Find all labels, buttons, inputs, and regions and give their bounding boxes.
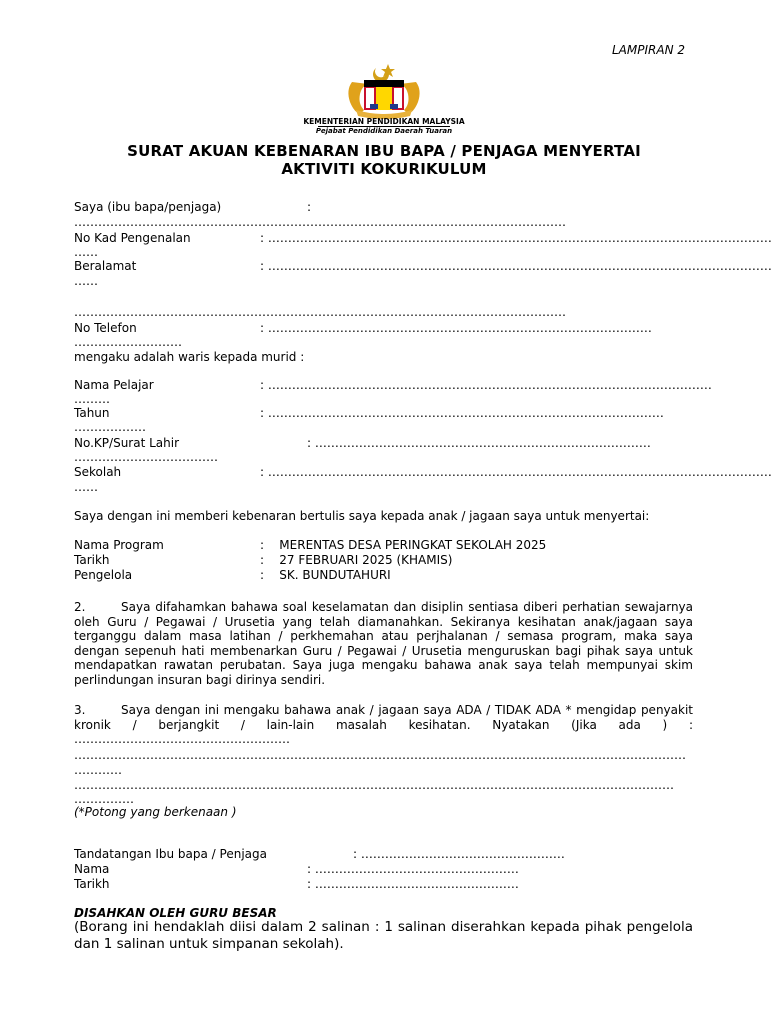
logo-office-text: Pejabat Pendidikan Daerah Tuaran <box>315 127 453 135</box>
appendix-label: LAMPIRAN 2 <box>612 43 685 57</box>
health-details-line-1-cont: ………… <box>74 763 122 777</box>
date-value: : 27 FEBRUARI 2025 (KHAMIS) <box>260 553 453 567</box>
address-field[interactable]: : ……………………………………………………………………………………………………………… <box>260 259 772 273</box>
health-details-line-2-cont: …………… <box>74 792 134 806</box>
guardian-name-colon: : <box>307 200 312 214</box>
paragraph-3 <box>74 703 693 747</box>
phone-field-cont: ……………………… <box>74 335 182 349</box>
year-field-cont: ……………… <box>74 420 146 434</box>
logo-ministry-text: KEMENTERIAN PENDIDIKAN MALAYSIA <box>303 117 465 126</box>
program-label: Nama Program <box>74 538 164 552</box>
year-label: Tahun <box>74 406 110 420</box>
signing-date-label: Tarikh <box>74 877 110 891</box>
address-field-cont: …… <box>74 274 98 288</box>
paragraph-3-text: Saya dengan ini mengaku bahawa anak / jagaan saya ADA / TIDAK ADA * mengidap penyakit kronik / berjangkit / lain-lain masalah kesihatan. Nyatakan (Jika ada ) : ……………………………………………… <box>74 703 693 747</box>
signer-name-field[interactable]: : …………………………………………… <box>307 862 519 876</box>
birth-cert-label: No.KP/Surat Lahir <box>74 436 180 450</box>
paragraph-2-number: 2. <box>74 600 86 614</box>
birth-cert-field-cont: ……………………………… <box>74 450 218 464</box>
address-field-line2[interactable]: …………………………………………………………………………………………………………… <box>74 305 566 319</box>
paragraph-2-text: Saya difahamkan bahawa soal keselamatan dan disiplin sentiasa diberi perhatian sewajarnya oleh Guru / Pegawai / Urusetia yang telah diamanahkan. Sekiranya kesihatan anak/jagaan saya terganggu dalam masa latihan / perkhemahan atau perjhalanan / semasa program, maka saya dengan sepenuh hati membenarkan Guru / Pegawai / Urusetia menguruskan bagi pihak saya untuk mendapatkan rawatan perubatan. Saya juga mengaku bahawa anak saya telah mempunyai skim perlindungan insuran bagi dirinya sendiri. <box>74 600 693 687</box>
organizer-label: Pengelola <box>74 568 133 582</box>
address-label: Beralamat <box>74 259 137 273</box>
program-value: : MERENTAS DESA PERINGKAT SEKOLAH 2025 <box>260 538 547 552</box>
phone-field[interactable]: : …………………………………………………………………………………… <box>260 321 652 335</box>
ic-label: No Kad Pengenalan <box>74 231 191 245</box>
paragraph-2 <box>74 600 693 688</box>
student-name-field[interactable]: : ………………………………………………………………………………………………… <box>260 378 712 392</box>
health-details-line-1[interactable]: ……………………………………………………………………………………………………………………………………… <box>74 748 686 762</box>
title-line-1: SURAT AKUAN KEBENARAN IBU BAPA / PENJAGA MENYERTAI <box>127 142 641 160</box>
organizer-value: : SK. BUNDUTAHURI <box>260 568 391 582</box>
health-details-line-2[interactable]: …………………………………………………………………………………………………………………………………… <box>74 778 674 792</box>
signing-date-field[interactable]: : …………………………………………… <box>307 877 519 891</box>
year-field[interactable]: : ……………………………………………………………………………………… <box>260 406 664 420</box>
ministry-logo <box>290 60 478 140</box>
signature-field[interactable]: : …………………………………………… <box>353 847 565 861</box>
signature-label: Tandatangan Ibu bapa / Penjaga <box>74 847 267 861</box>
school-field[interactable]: : ……………………………………………………………………………………………………………… <box>260 465 772 479</box>
ic-field-cont: …… <box>74 245 98 259</box>
headmaster-approval-label: DISAHKAN OLEH GURU BESAR <box>74 906 277 920</box>
phone-label: No Telefon <box>74 321 137 335</box>
guardian-name-field[interactable]: …………………………………………………………………………………………………………… <box>74 215 566 229</box>
heir-statement: mengaku adalah waris kepada murid : <box>74 350 305 364</box>
permission-statement: Saya dengan ini memberi kebenaran bertulis saya kepada anak / jagaan saya untuk menyertai: <box>74 509 650 523</box>
signer-name-label: Nama <box>74 862 110 876</box>
school-field-cont: …… <box>74 480 98 494</box>
guardian-name-label: Saya (ibu bapa/penjaga) <box>74 200 222 214</box>
student-name-field-cont: ……… <box>74 392 110 406</box>
document-title <box>74 142 694 178</box>
ic-field[interactable]: : ……………………………………………………………………………………………………………… <box>260 231 772 245</box>
date-label: Tarikh <box>74 553 110 567</box>
school-label: Sekolah <box>74 465 122 479</box>
copies-note: (Borang ini hendaklah diisi dalam 2 salinan : 1 salinan diserahkan kepada pihak pengelola dan 1 salinan untuk simpanan sekolah). <box>74 919 693 952</box>
paragraph-3-number: 3. <box>74 703 86 717</box>
title-line-2: AKTIVITI KOKURIKULUM <box>281 160 487 178</box>
student-name-label: Nama Pelajar <box>74 378 154 392</box>
strike-note: (*Potong yang berkenaan ) <box>74 805 237 819</box>
birth-cert-field[interactable]: : ………………………………………………………………………… <box>307 436 651 450</box>
